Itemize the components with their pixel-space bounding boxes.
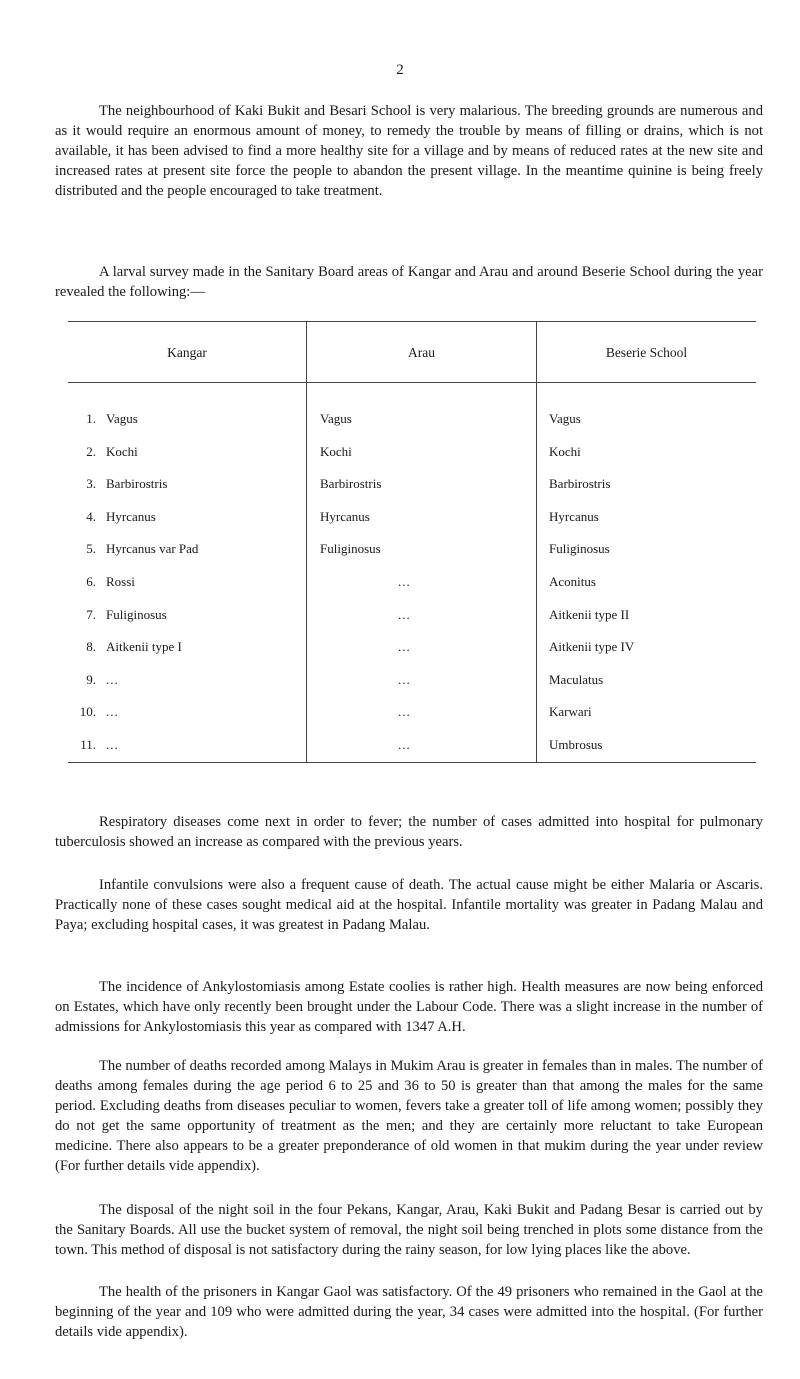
beserie-cell: Aitkenii type II <box>549 606 630 622</box>
kangar-cell: Aitkenii type I <box>106 639 182 655</box>
column-header-beserie-school: Beserie School <box>605 345 688 360</box>
table-row <box>68 737 756 770</box>
paragraph-deaths-mukim-arau: The number of deaths recorded among Malays in Mukim Arau is greater in females than in males. The number of deaths among females during the age period 6 to 25 and 36 to 50 is greater than that among the males for the same period. Excluding deaths from diseases peculiar to women, fevers take a greater toll of life among women; possibly they do not get the same opportunity of treatment as the men; and they are certainly more reluctant to take European medicine. There also appears to be a greater preponderance of old women in that mukim during the year under review (For further details vide appendix). <box>55 1058 763 1174</box>
kangar-cell-empty: ... <box>106 704 119 720</box>
table-top-rule <box>68 321 756 322</box>
table-row <box>68 411 756 444</box>
arau-cell-empty: ... <box>398 573 411 589</box>
table-row <box>68 476 756 509</box>
kangar-cell: Rossi <box>106 573 135 589</box>
paragraph-ankylostomiasis: The incidence of Ankylostomiasis among Estate coolies is rather high. Health measures are now being enforced on Estates, which have only recently been brought under the Labour Code. There was a slight increase in the number of admissions for Ankylostomiasis this year as compared with 1347 A.H. <box>55 979 763 1035</box>
arau-cell: Kochi <box>320 443 352 459</box>
beserie-cell: Kochi <box>549 443 581 459</box>
beserie-cell: Umbrosus <box>549 736 603 752</box>
table-row <box>68 509 756 542</box>
beserie-cell: Fuliginosus <box>549 541 610 557</box>
column-header-arau: Arau <box>408 345 435 360</box>
row-number: 3. <box>86 476 96 492</box>
kangar-cell-empty: ... <box>106 671 119 687</box>
row-number: 7. <box>86 606 96 622</box>
larval-survey-table <box>68 321 756 763</box>
row-number: 5. <box>86 541 96 557</box>
kangar-cell: Kochi <box>106 443 138 459</box>
paragraph-larval-survey: A larval survey made in the Sanitary Board areas of Kangar and Arau and around Beserie School during the year revealed the following:— <box>55 264 763 300</box>
arau-cell-empty: ... <box>398 671 411 687</box>
arau-cell: Barbirostris <box>320 476 382 492</box>
row-number: 1. <box>86 411 96 426</box>
paragraph-prisoner-health: The health of the prisoners in Kangar Gaol was satisfactory. Of the 49 prisoners who remained in the Gaol at the beginning of the year and 109 who were admitted during the year, 34 cases were admitted into the hospital. (For further details vide appendix). <box>55 1284 763 1340</box>
table-row <box>68 574 756 607</box>
row-number: 4. <box>86 508 96 524</box>
paragraph-infantile-convulsions: Infantile convulsions were also a frequent cause of death. The actual cause might be either Malaria or Ascaris. Practically none of these cases sought medical aid at the hospital. Infantile mortality was greater in Padang Malau and Paya; excluding hospital cases, it was greatest in Padang Malau. <box>55 877 763 933</box>
table-row <box>68 672 756 705</box>
arau-cell-empty: ... <box>398 606 411 622</box>
beserie-cell: Vagus <box>549 411 581 426</box>
table-row <box>68 704 756 737</box>
arau-cell: Hyrcanus <box>320 508 370 524</box>
row-number: 11. <box>80 736 96 752</box>
beserie-cell: Aitkenii type IV <box>549 639 635 655</box>
page-number: 2 <box>396 62 404 78</box>
table-body <box>68 411 756 770</box>
beserie-cell: Barbirostris <box>549 476 611 492</box>
table-header-rule <box>68 382 756 383</box>
table-row <box>68 541 756 574</box>
beserie-cell: Maculatus <box>549 671 604 687</box>
beserie-cell: Hyrcanus <box>549 508 599 524</box>
arau-cell: Fuliginosus <box>320 541 381 557</box>
row-number: 2. <box>86 443 96 459</box>
paragraph-night-soil-disposal: The disposal of the night soil in the four Pekans, Kangar, Arau, Kaki Bukit and Padang Besar is carried out by the Sanitary Boards. All use the bucket system of removal, the night soil being trenched in plots some distance from the town. This method of disposal is not satisfactory during the rainy season, for low lying places like the above. <box>55 1202 763 1258</box>
column-header-kangar: Kangar <box>167 345 207 360</box>
arau-cell-empty: ... <box>398 704 411 720</box>
beserie-cell: Karwari <box>549 704 592 720</box>
arau-cell: Vagus <box>320 411 352 426</box>
kangar-cell: Fuliginosus <box>106 606 167 622</box>
table-row <box>68 444 756 477</box>
arau-cell-empty: ... <box>398 736 411 752</box>
kangar-cell: Barbirostris <box>106 476 168 492</box>
row-number: 6. <box>86 573 96 589</box>
row-number: 10. <box>79 704 96 720</box>
table-row <box>68 639 756 672</box>
row-number: 8. <box>86 639 96 655</box>
paragraph-kaki-bukit-malaria: The neighbourhood of Kaki Bukit and Besari School is very malarious. The breeding grounds are numerous and as it would require an enormous amount of money, to remedy the trouble by means of filling or drains, which is not available, it has been advised to find a more healthy site for a village and by means of reduced rates at the new site and increased rates at present site force the people to abandon the present village. In the meantime quinine is being freely distributed and the people encouraged to take treatment. <box>55 103 763 199</box>
beserie-cell: Aconitus <box>549 573 596 589</box>
kangar-cell: Vagus <box>106 411 138 426</box>
kangar-cell-empty: ... <box>106 736 119 752</box>
table-row <box>68 607 756 640</box>
arau-cell-empty: ... <box>398 639 411 655</box>
kangar-cell: Hyrcanus var Pad <box>106 541 199 557</box>
row-number: 9. <box>86 671 96 687</box>
kangar-cell: Hyrcanus <box>106 508 156 524</box>
paragraph-respiratory-diseases: Respiratory diseases come next in order to fever; the number of cases admitted into hospital for pulmonary tuberculosis showed an increase as compared with the previous years. <box>55 814 763 850</box>
